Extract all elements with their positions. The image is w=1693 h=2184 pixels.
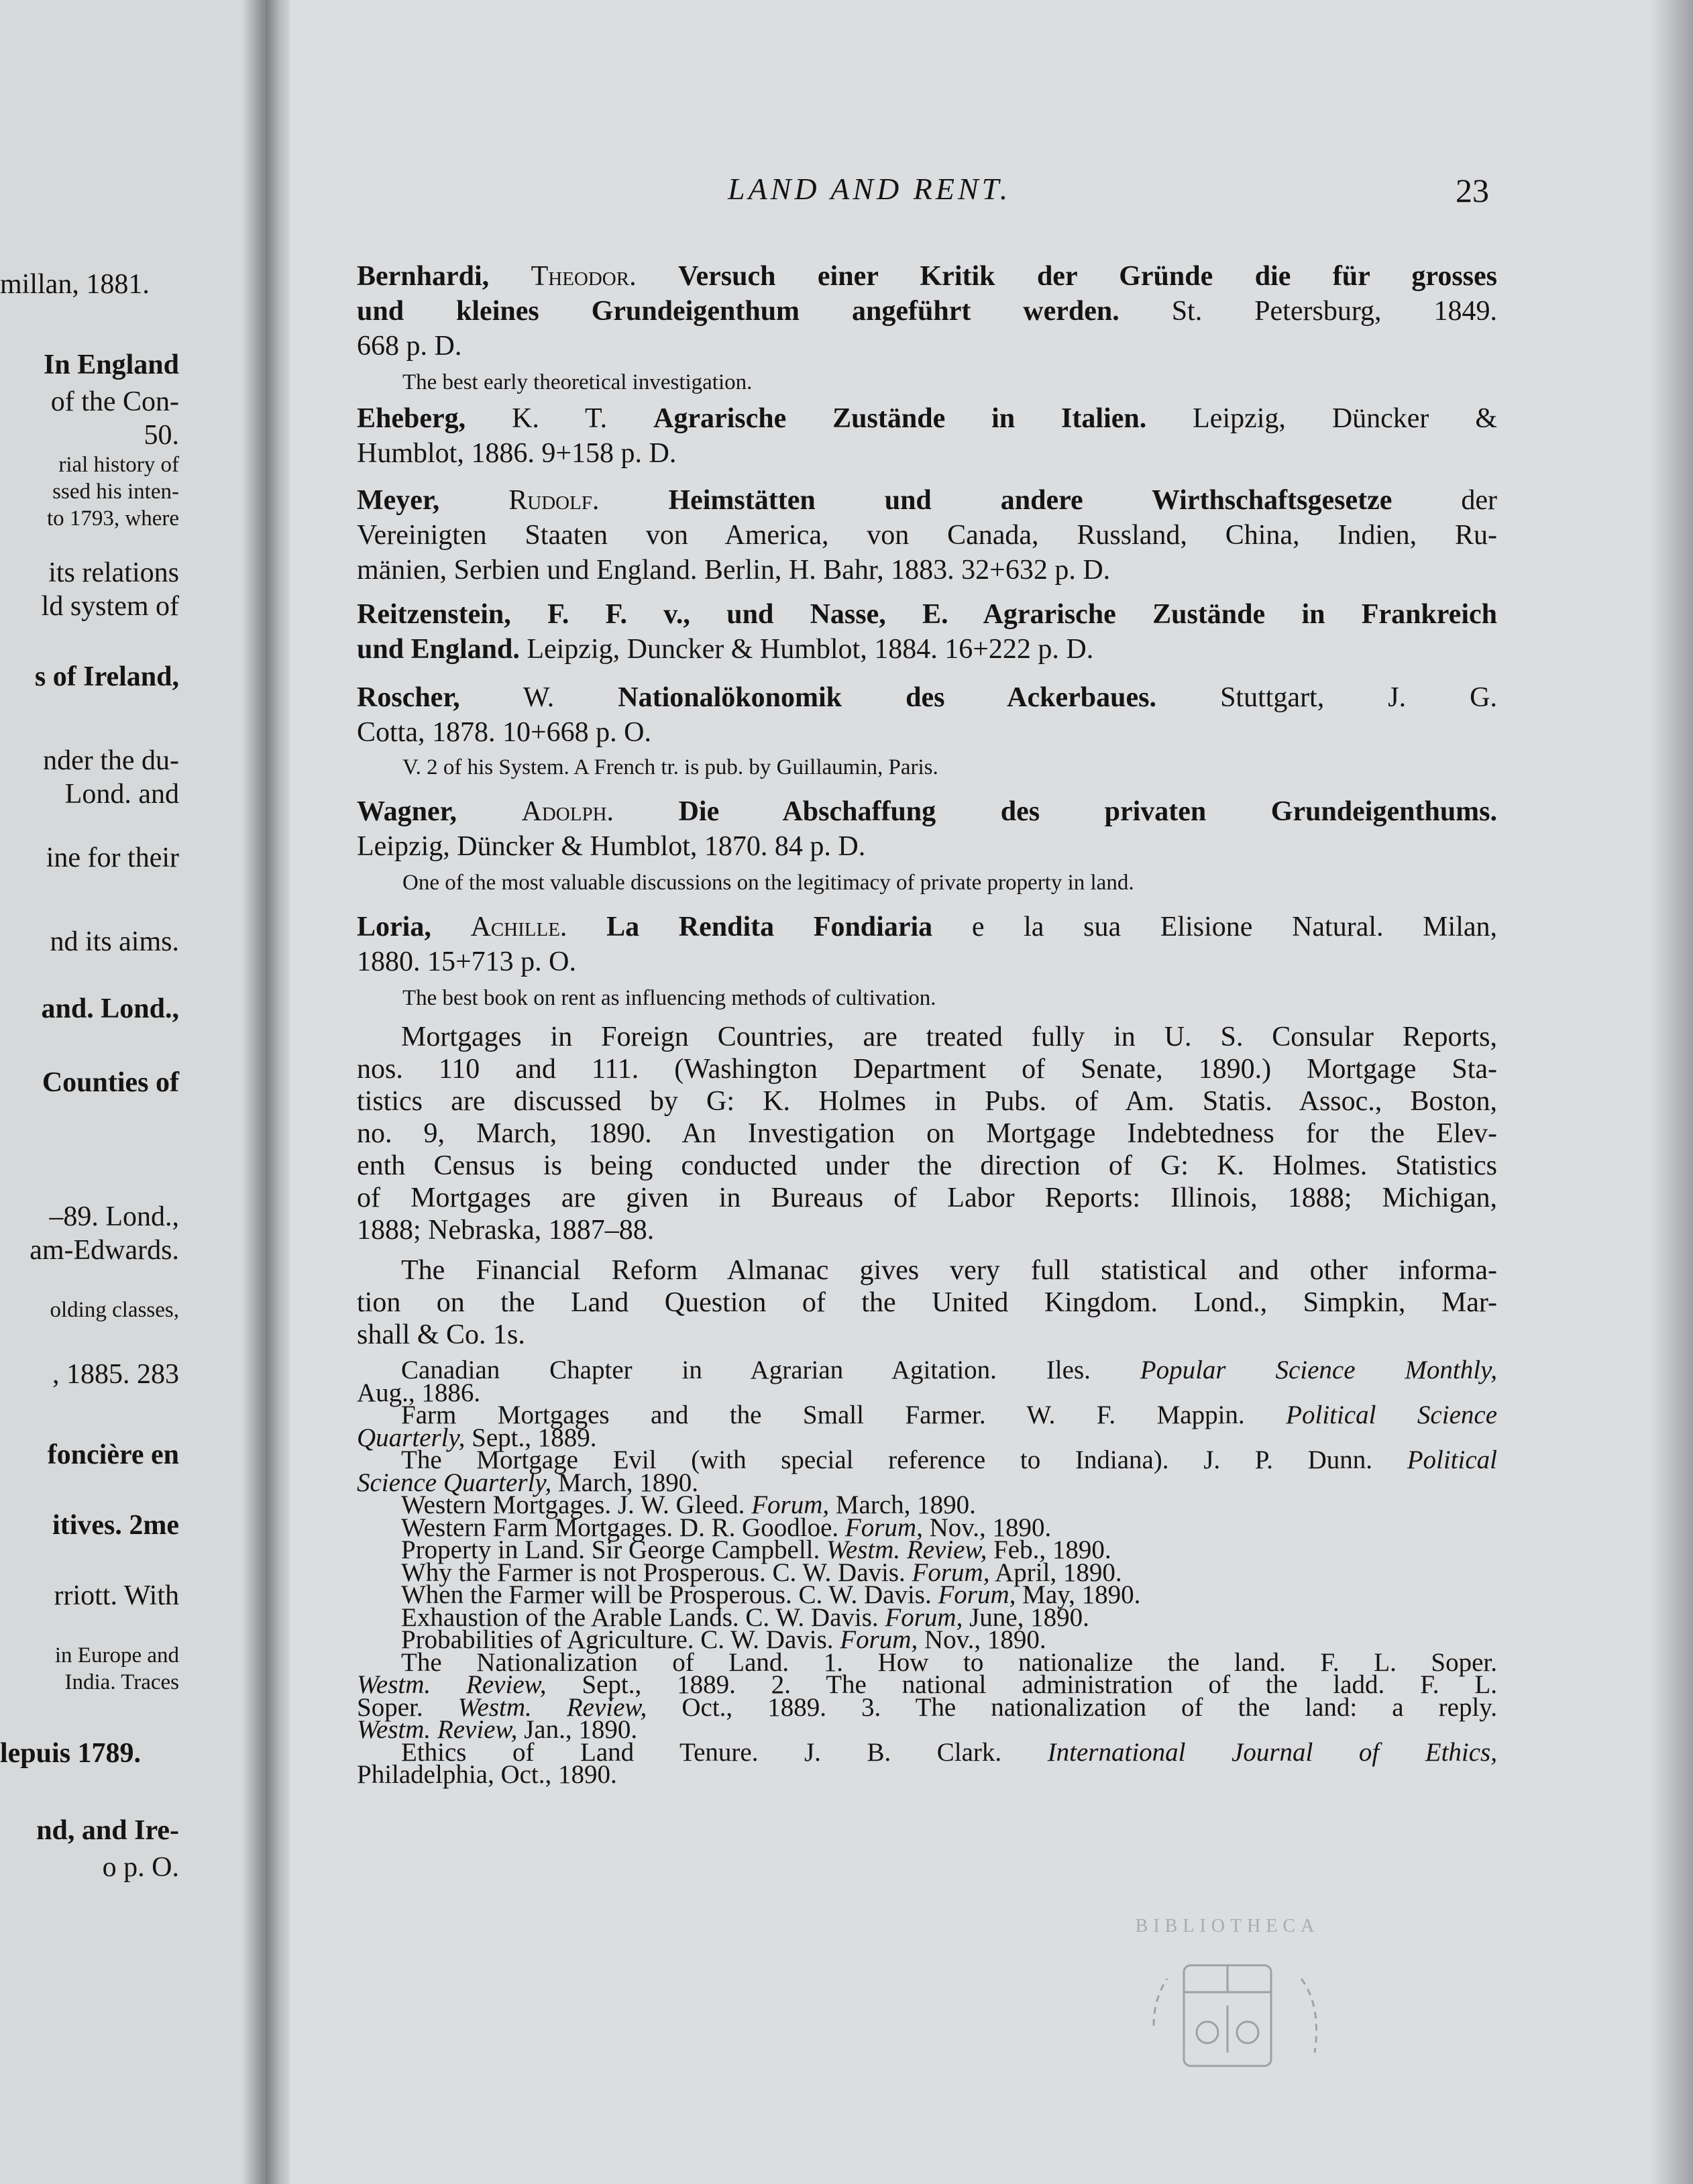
left-page-line: o p. O. (102, 1852, 179, 1883)
entry-bernhardi-line2: und kleines Grundeigenthum angeführt werden. St. Petersburg, 1849. (357, 296, 1497, 327)
entry-meyer-line3: mänien, Serbien und England. Berlin, H. Bahr, 1883. 32+632 p. D. (357, 555, 1111, 586)
left-page-line: , 1885. 283 (52, 1359, 179, 1390)
paragraph-line: The Financial Reform Almanac gives very full statistical and other informa- (401, 1255, 1497, 1286)
left-page-line: India. Traces (64, 1670, 179, 1694)
article-citation-line: Exhaustion of the Arable Lands. C. W. Davis. Forum, June, 1890. (401, 1602, 1089, 1632)
left-page-line: nder the du- (43, 745, 179, 776)
left-page-line: in Europe and (54, 1643, 179, 1668)
left-page-line: of the Con- (50, 386, 179, 417)
entry-bernhardi-note: The best early theoretical investigation. (402, 370, 753, 394)
article-citation-line: Property in Land. Sir George Campbell. Westm. Review, Feb., 1890. (401, 1535, 1111, 1564)
paragraph-line: no. 9, March, 1890. An Investigation on Mortgage Indebtedness for the Elev- (357, 1118, 1497, 1149)
entry-bernhardi-line3: 668 p. D. (357, 331, 462, 362)
left-page-line: In England (44, 349, 179, 380)
paragraph-line: tistics are discussed by G: K. Holmes in Pubs. of Am. Statis. Assoc., Boston, (357, 1086, 1497, 1117)
paragraph-line: shall & Co. 1s. (357, 1319, 525, 1350)
article-citation-line: Canadian Chapter in Agrarian Agitation. Iles. Popular Science Monthly, (401, 1356, 1497, 1384)
entry-loria-line1: Loria, Achille. La Rendita Fondiaria e la sua Elisione Natural. Milan, (357, 912, 1497, 942)
entry-loria-line2: 1880. 15+713 p. O. (357, 946, 577, 977)
entry-wagner-note: One of the most valuable discussions on the legitimacy of private property in land. (402, 871, 1134, 895)
article-citation-line: The Nationalization of Land. 1. How to nationalize the land. F. L. Soper. (401, 1647, 1497, 1677)
running-title: LAND AND RENT. (728, 172, 1012, 206)
left-page-line: lepuis 1789. (0, 1738, 142, 1769)
article-citation-line: Westm. Review, Jan., 1890. (357, 1715, 638, 1744)
left-page-line: millan, 1881. (0, 269, 150, 300)
article-citation-line: Soper. Westm. Review, Oct., 1889. 3. The nationalization of the land: a reply. (357, 1692, 1498, 1722)
left-page-line: Counties of (42, 1067, 179, 1098)
article-citation-line: Philadelphia, Oct., 1890. (357, 1760, 617, 1789)
book-spine (266, 0, 290, 2184)
left-page-line: 50. (144, 420, 179, 451)
paragraph-line: 1888; Nebraska, 1887–88. (357, 1215, 655, 1246)
paragraph-line: Mortgages in Foreign Countries, are treated fully in U. S. Consular Reports, (401, 1022, 1497, 1052)
left-page-line: nd, and Ire- (36, 1815, 179, 1846)
entry-wagner-line1: Wagner, Adolph. Die Abschaffung des privaten Grundeigenthums. (357, 796, 1498, 827)
entry-meyer-line1: Meyer, Rudolf. Heimstätten und andere Wirthschaftsgesetze der (357, 485, 1498, 516)
entry-roscher-line1: Roscher, W. Nationalökonomik des Ackerbaues. Stuttgart, J. G. (357, 682, 1498, 713)
left-page-line: ld system of (41, 591, 179, 622)
entry-eheberg-line1: Eheberg, K. T. Agrarische Zustände in Italien. Leipzig, Düncker & (357, 403, 1497, 434)
entry-roscher-line2: Cotta, 1878. 10+668 p. O. (357, 717, 652, 748)
left-page-line: rial history of (58, 453, 179, 477)
article-citation-line: Ethics of Land Tenure. J. B. Clark. International Journal of Ethics, (401, 1737, 1497, 1767)
left-page-line: am-Edwards. (30, 1235, 179, 1266)
left-page-line: and. Lond., (41, 993, 179, 1024)
entry-wagner-line2: Leipzig, Düncker & Humblot, 1870. 84 p. D. (357, 831, 866, 862)
article-citation-line: Aug., 1886. (357, 1378, 481, 1407)
article-citation-line: Science Quarterly, March, 1890. (357, 1468, 699, 1497)
article-citation-line: Probabilities of Agriculture. C. W. Davis. Forum, Nov., 1890. (401, 1625, 1046, 1654)
article-citation-line: The Mortgage Evil (with special reference to Indiana). J. P. Dunn. Political (401, 1445, 1497, 1474)
left-facing-page (0, 0, 265, 2184)
page-number: 23 (1456, 172, 1489, 209)
entry-loria-note: The best book on rent as influencing methods of cultivation. (402, 986, 936, 1010)
left-page-line: rriott. With (54, 1580, 179, 1611)
paragraph-line: nos. 110 and 111. (Washington Department of Senate, 1890.) Mortgage Sta- (357, 1054, 1497, 1085)
article-citation-line: Quarterly, Sept., 1889. (357, 1423, 597, 1452)
entry-meyer-line2: Vereinigten Staaten von America, von Canada, Russland, China, Indien, Ru- (357, 520, 1497, 551)
page-edge (1650, 0, 1693, 2184)
left-page-line: to 1793, where (46, 506, 179, 531)
entry-bernhardi-line1: Bernhardi, Theodor. Versuch einer Kritik der Gründe die für grosses (357, 261, 1497, 292)
left-page-line: ssed his inten- (52, 480, 179, 504)
left-page-line: ine for their (46, 842, 179, 873)
article-citation-line: Farm Mortgages and the Small Farmer. W. F. Mappin. Political Science (401, 1401, 1498, 1429)
left-page-line: –89. Lond., (49, 1201, 179, 1232)
article-citation-line: Westm. Review, Sept., 1889. 2. The national administration of the ladd. F. L. (357, 1670, 1497, 1699)
entry-roscher-note: V. 2 of his System. A French tr. is pub. by Guillaumin, Paris. (402, 755, 938, 779)
left-page-line: s of Ireland, (34, 661, 179, 692)
paragraph-line: of Mortgages are given in Bureaus of Labor Reports: Illinois, 1888; Michigan, (357, 1183, 1497, 1213)
left-page-line: olding classes, (50, 1298, 179, 1322)
left-page-line: Lond. and (64, 779, 179, 810)
paragraph-line: tion on the Land Question of the United Kingdom. Lond., Simpkin, Mar- (357, 1287, 1497, 1318)
article-citation-line: Why the Farmer is not Prosperous. C. W. Davis. Forum, April, 1890. (401, 1558, 1122, 1587)
entry-reitzenstein-line1: Reitzenstein, F. F. v., und Nasse, E. Agrarische Zustände in Frankreich (357, 599, 1497, 630)
entry-reitzenstein-line2: und England. Leipzig, Duncker & Humblot, 1884. 16+222 p. D. (357, 634, 1094, 665)
article-citation-line: Western Mortgages. J. W. Gleed. Forum, March, 1890. (401, 1490, 976, 1519)
paragraph-line: enth Census is being conducted under the direction of G: K. Holmes. Statistics (357, 1150, 1497, 1181)
left-page-line: nd its aims. (50, 926, 179, 957)
left-page-line: itives. 2me (52, 1510, 179, 1541)
article-citation-line: When the Farmer will be Prosperous. C. W. Davis. Forum, May, 1890. (401, 1580, 1141, 1609)
left-page-line: its relations (48, 557, 179, 588)
left-page-line: foncière en (47, 1439, 179, 1470)
stamp-text: BIBLIOTHECA (1135, 1916, 1320, 1936)
library-stamp (1073, 1858, 1382, 2160)
entry-eheberg-line2: Humblot, 1886. 9+158 p. D. (357, 438, 677, 469)
article-citation-line: Western Farm Mortgages. D. R. Goodloe. Forum, Nov., 1890. (401, 1513, 1052, 1542)
